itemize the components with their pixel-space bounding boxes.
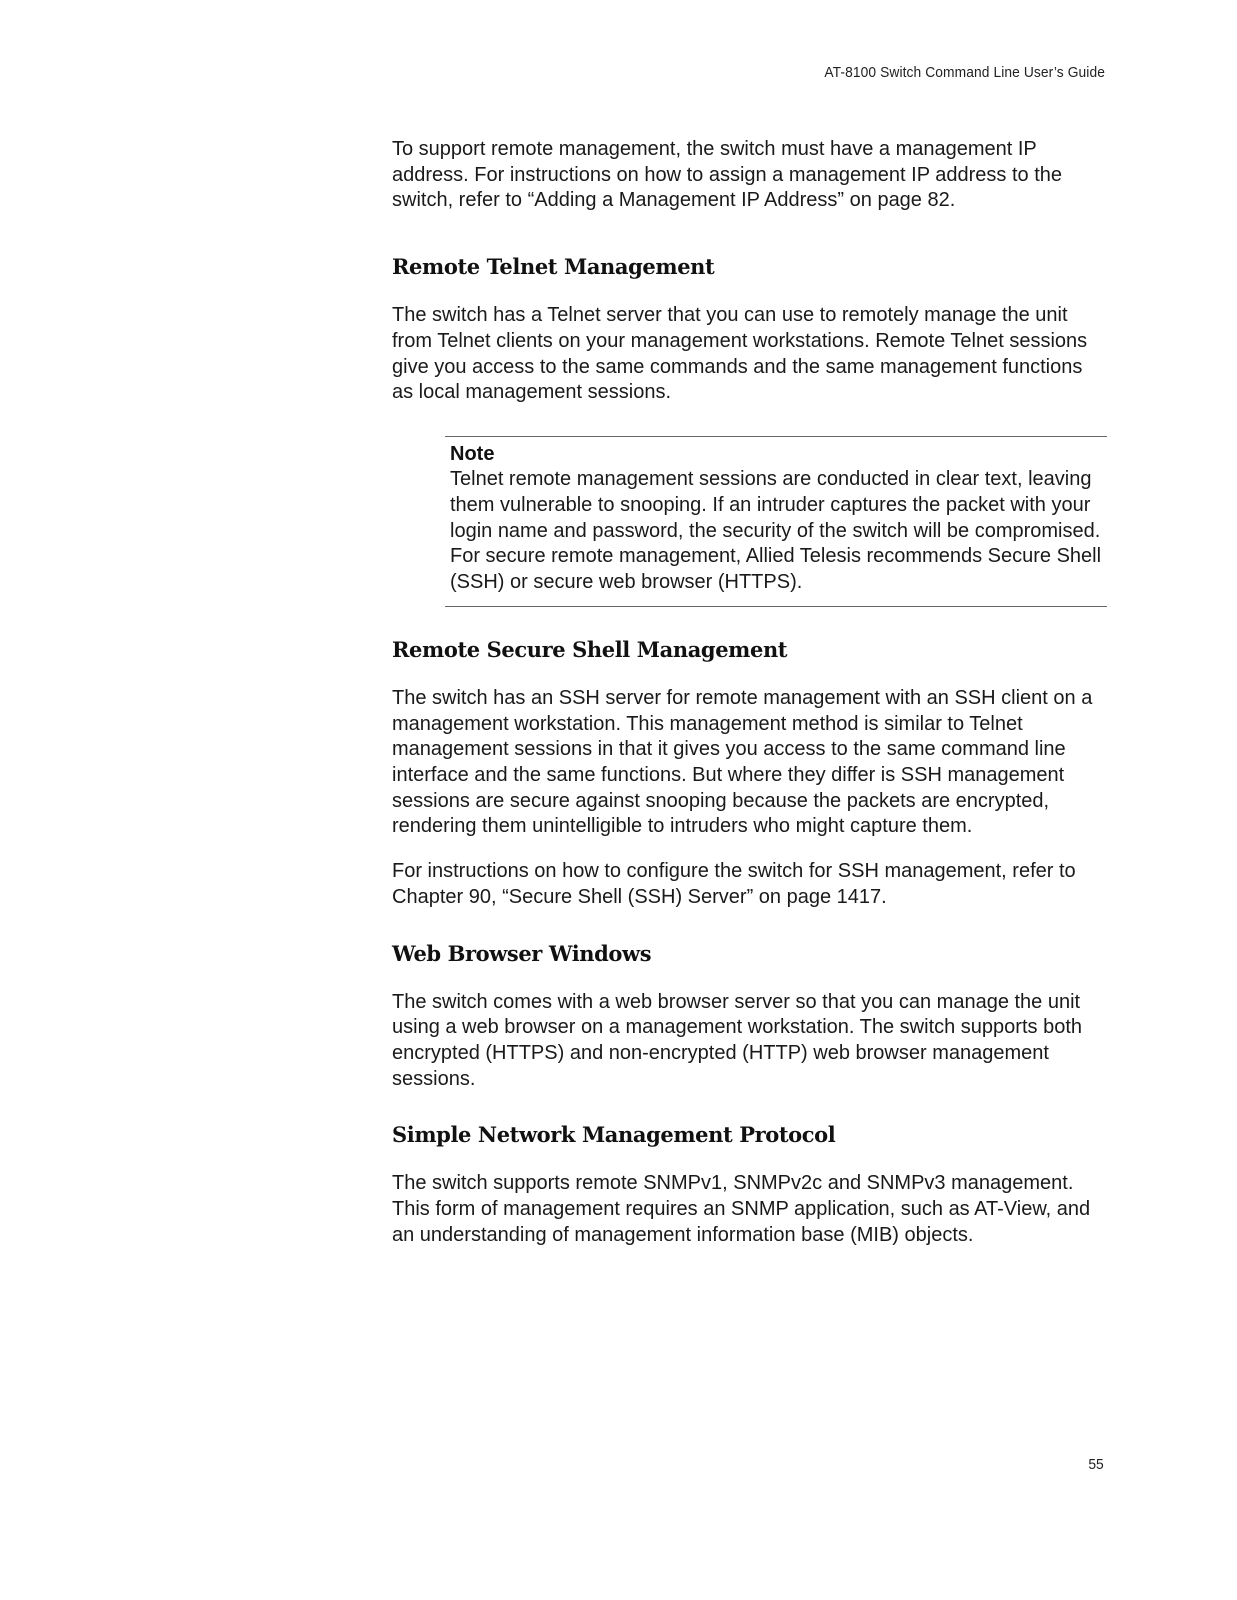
note-title: Note	[450, 442, 495, 465]
heading-remote-ssh: Remote Secure Shell Management	[392, 636, 788, 662]
intro-paragraph: To support remote management, the switch must have a management IP address. For instructions on how to assign a management IP address to the switch, refer to “Adding a Management IP Address” on page 82.	[392, 138, 1062, 212]
heading-web-browser: Web Browser Windows	[392, 940, 652, 966]
telnet-paragraph: The switch has a Telnet server that you can use to remotely manage the unit from Telnet clients on your management workstations. Remote Telnet sessions give you access to the same commands and the same management functions as local management sessions.	[392, 304, 1088, 404]
note-text: Telnet remote management sessions are conducted in clear text, leaving them vulnerable to snooping. If an intruder captures the packet with your login name and password, the security of the switch will be compromised. For secure remote management, Allied Telesis recommends Secure Shell (SSH) or secure web browser (HTTPS).	[450, 467, 1102, 594]
page-content	[392, 137, 1107, 1248]
ssh-instructions-paragraph: For instructions on how to configure the switch for SSH management, refer to Chapter 90, “Secure Shell (SSH) Server” on page 1417.	[392, 860, 1076, 908]
heading-snmp: Simple Network Management Protocol	[392, 1122, 836, 1148]
web-paragraph: The switch comes with a web browser server so that you can manage the unit using a web browser on a management workstation. The switch supports both encrypted (HTTPS) and non-encrypted (HTTP) web browser management sessions.	[392, 990, 1082, 1090]
running-header: AT-8100 Switch Command Line User’s Guide	[824, 64, 1105, 81]
snmp-paragraph: The switch supports remote SNMPv1, SNMPv2c and SNMPv3 management. This form of management requires an SNMP application, such as AT-View, and an understanding of management information base (MIB) objects.	[392, 1172, 1091, 1246]
ssh-paragraph: The switch has an SSH server for remote management with an SSH client on a management workstation. This management method is similar to Telnet management sessions in that it gives you access to the same command line interface and the same functions. But where they differ is SSH management sessions are secure against snooping because the packets are encrypted, rendering them unintelligible to intruders who might capture them.	[392, 686, 1093, 838]
note-box	[445, 436, 1107, 607]
page-number: 55	[1088, 1456, 1104, 1473]
heading-remote-telnet: Remote Telnet Management	[392, 254, 715, 280]
